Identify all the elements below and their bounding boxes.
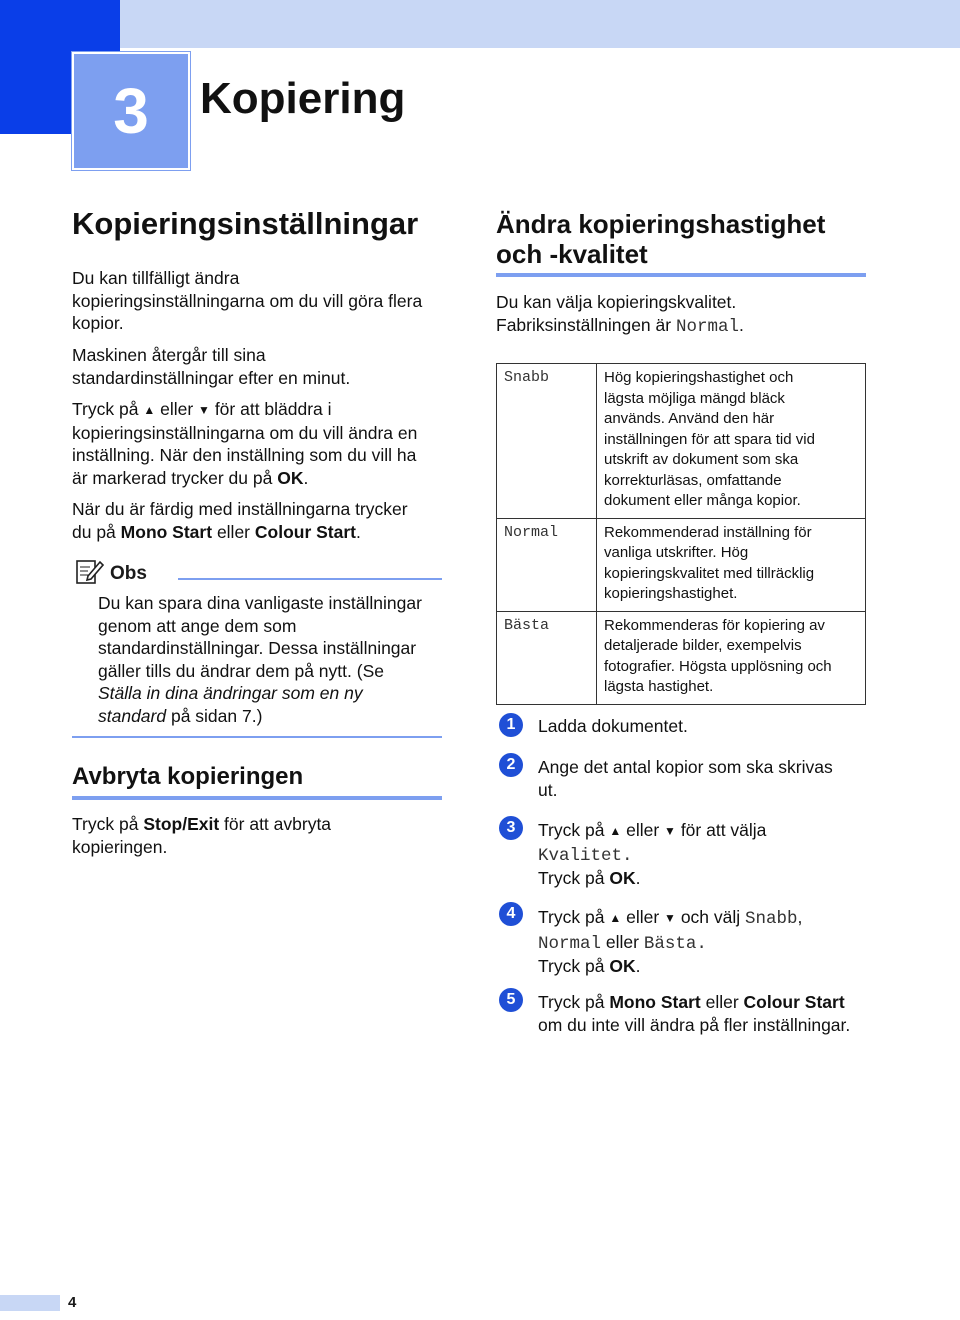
text-line: Du kan tillfälligt ändra <box>72 268 240 288</box>
text-span: Tryck på <box>538 820 605 840</box>
text-span: Tryck på <box>72 814 139 834</box>
text-line: detaljerade bilder, exempelvis <box>604 637 802 654</box>
stop-exit-key-label: Stop/Exit <box>143 814 220 834</box>
chapter-number: 3 <box>113 75 149 147</box>
text-span: för att avbryta <box>224 814 332 834</box>
text-line <box>72 467 417 490</box>
section-rule <box>496 273 866 277</box>
step-number-3: 3 <box>499 816 523 840</box>
text-line: kopieringsinställningarna om du vill ändra en <box>72 422 418 443</box>
text-line: lägsta hastighet. <box>604 678 714 695</box>
text-span: . <box>635 956 641 976</box>
lcd-text-snabb: Snabb <box>745 909 798 929</box>
text-span: . <box>696 933 707 954</box>
text-line: kopieringsinställningarna om du vill göra flera <box>72 290 423 311</box>
text-line: kopieringen. <box>72 836 168 857</box>
text-span: du på <box>72 521 116 542</box>
text-line: Rekommenderad inställning för <box>604 523 812 541</box>
text-line: gäller tills du ändrar dem på nytt. (Se <box>98 660 384 681</box>
step-1-text: Ladda dokumentet. <box>538 716 688 736</box>
table-value <box>597 518 866 611</box>
text-line <box>98 705 422 728</box>
arrow-down-icon: ▼ <box>664 824 676 838</box>
paragraph-reset <box>72 344 350 389</box>
paragraph-intro <box>72 267 422 335</box>
text-span: Tryck på <box>538 907 605 927</box>
text-span: eller <box>626 907 660 927</box>
text-line: vanliga utskrifter. Hög <box>604 544 749 561</box>
arrow-up-icon: ▲ <box>143 403 156 417</box>
step-number-2: 2 <box>499 753 523 777</box>
text-span: eller <box>605 931 639 952</box>
text-span: på sidan 7.) <box>166 705 263 726</box>
ok-key-label: OK <box>609 868 636 888</box>
text-line <box>538 867 766 890</box>
text-span: Tryck på <box>538 992 605 1012</box>
text-line: Maskinen återgår till sina <box>72 345 266 365</box>
paragraph-cancel <box>72 813 331 858</box>
text-line: kopior. <box>72 313 124 333</box>
cross-reference-link[interactable]: Ställa in dina ändringar som en ny <box>98 683 363 703</box>
text-line: lägsta möjliga mängd bläck <box>604 389 785 407</box>
text-span: Fabriksinställningen är <box>496 314 672 335</box>
paragraph-finish <box>72 498 408 543</box>
text-line: och -kvalitet <box>496 239 648 269</box>
note-title: Obs <box>110 563 147 584</box>
text-line: Du kan välja kopieringskvalitet. <box>496 292 737 312</box>
table-key: Bästa <box>497 611 597 704</box>
text-span: . <box>738 314 744 335</box>
text-line <box>538 955 802 978</box>
section-rule <box>72 796 442 800</box>
text-line: ut. <box>538 779 558 800</box>
text-span: Tryck på <box>538 868 605 888</box>
text-line: korrekturläsas, omfattande <box>604 471 782 489</box>
step-number-4: 4 <box>499 902 523 926</box>
lcd-text-kvalitet: Kvalitet <box>538 845 623 866</box>
text-line: om du inte vill ändra på fler inställningar. <box>538 1014 851 1035</box>
text-line: kopieringskvalitet med tillräcklig <box>604 564 815 582</box>
table-row <box>497 611 866 704</box>
table-row <box>497 518 866 611</box>
text-span: . <box>356 521 361 542</box>
text-line: Ändra kopieringshastighet <box>496 209 826 239</box>
step-2-text <box>538 756 833 801</box>
text-line: kopieringshastighet. <box>604 585 738 602</box>
text-line: Rekommenderas för kopiering av <box>604 616 825 634</box>
text-line: fotografier. Högsta upplösning och <box>604 657 832 675</box>
step-3-text <box>538 819 766 890</box>
step-5-text <box>538 991 850 1036</box>
text-line: Hög kopieringshastighet och <box>604 369 794 386</box>
text-line: utskrift av dokument som ska <box>604 451 799 468</box>
note-rule-bottom <box>72 736 442 738</box>
ok-key-label: OK <box>609 956 636 976</box>
arrow-down-icon: ▼ <box>664 911 676 925</box>
text-span: Tryck på <box>538 956 605 976</box>
text-line <box>538 991 850 1014</box>
text-span: för att välja <box>680 820 767 840</box>
mono-start-key-label: Mono Start <box>609 992 701 1012</box>
text-line: Du kan spara dina vanligaste inställningar <box>98 593 422 613</box>
table-key: Snabb <box>497 364 597 519</box>
colour-start-key-label: Colour Start <box>743 992 845 1012</box>
text-span: , <box>797 907 803 927</box>
ok-key-label: OK <box>277 467 304 488</box>
text-span: eller <box>705 992 739 1012</box>
table-key: Normal <box>497 518 597 611</box>
table-value <box>597 364 866 519</box>
lcd-text-normal: Normal <box>538 933 602 954</box>
arrow-up-icon: ▲ <box>609 824 622 838</box>
text-span: eller <box>216 521 251 542</box>
lcd-text-normal: Normal <box>675 316 739 337</box>
text-line: inställning. När den inställning som du vill ha <box>72 445 417 465</box>
text-line: standardinställningar efter en minut. <box>72 367 351 388</box>
mono-start-key-label: Mono Start <box>120 521 213 542</box>
section-title-kopieringsinstallningar: Kopieringsinställningar <box>72 206 419 241</box>
text-span: eller <box>626 820 660 840</box>
text-line: Ange det antal kopior som ska skrivas <box>538 757 833 777</box>
note-rule-top <box>178 578 442 580</box>
text-line <box>538 843 766 868</box>
step-number-5: 5 <box>499 988 523 1012</box>
text-span: är markerad trycker du på <box>72 467 273 488</box>
text-span: . <box>622 845 633 866</box>
note-body <box>98 592 422 727</box>
text-line <box>72 521 408 544</box>
text-span: Tryck på <box>72 399 139 419</box>
text-line: dokument eller många kopior. <box>604 492 801 509</box>
text-span: . <box>635 868 641 888</box>
text-span: . <box>303 467 309 488</box>
paragraph-navigate <box>72 398 417 489</box>
table-row <box>497 364 866 519</box>
text-span: och välj <box>680 907 741 927</box>
text-line <box>72 398 417 422</box>
text-span: för att bläddra i <box>214 399 332 419</box>
chapter-number-box <box>72 52 190 170</box>
table-value <box>597 611 866 704</box>
note-pencil-icon <box>74 556 104 586</box>
text-line: standardinställningar. Dessa inställningar <box>98 638 417 658</box>
cross-reference-link[interactable]: standard <box>98 705 167 726</box>
header-strip <box>0 0 960 48</box>
chapter-title: Kopiering <box>200 74 406 123</box>
text-line <box>496 314 744 339</box>
text-line: används. Använd den här <box>604 410 775 427</box>
arrow-up-icon: ▲ <box>609 911 622 925</box>
paragraph-quality-intro <box>496 291 744 338</box>
text-line <box>538 906 802 931</box>
quality-table <box>496 363 866 705</box>
lcd-text-basta: Bästa <box>643 933 697 954</box>
footer-accent-bar <box>0 1295 60 1311</box>
step-number-1: 1 <box>499 713 523 737</box>
text-line <box>72 813 331 836</box>
section-title-avbryta: Avbryta kopieringen <box>72 763 304 790</box>
page-number: 4 <box>68 1294 77 1311</box>
text-line: När du är färdig med inställningarna trycker <box>72 499 408 519</box>
step-4-text <box>538 906 802 978</box>
text-line <box>538 931 802 956</box>
colour-start-key-label: Colour Start <box>254 521 357 542</box>
text-line: inställningen för att spara tid vid <box>604 430 815 448</box>
text-span: eller <box>160 399 194 419</box>
text-line <box>538 819 766 843</box>
arrow-down-icon: ▼ <box>198 403 210 417</box>
section-title-andra-kopieringshastighet <box>496 209 825 269</box>
text-line: genom att ange dem som <box>98 615 297 636</box>
